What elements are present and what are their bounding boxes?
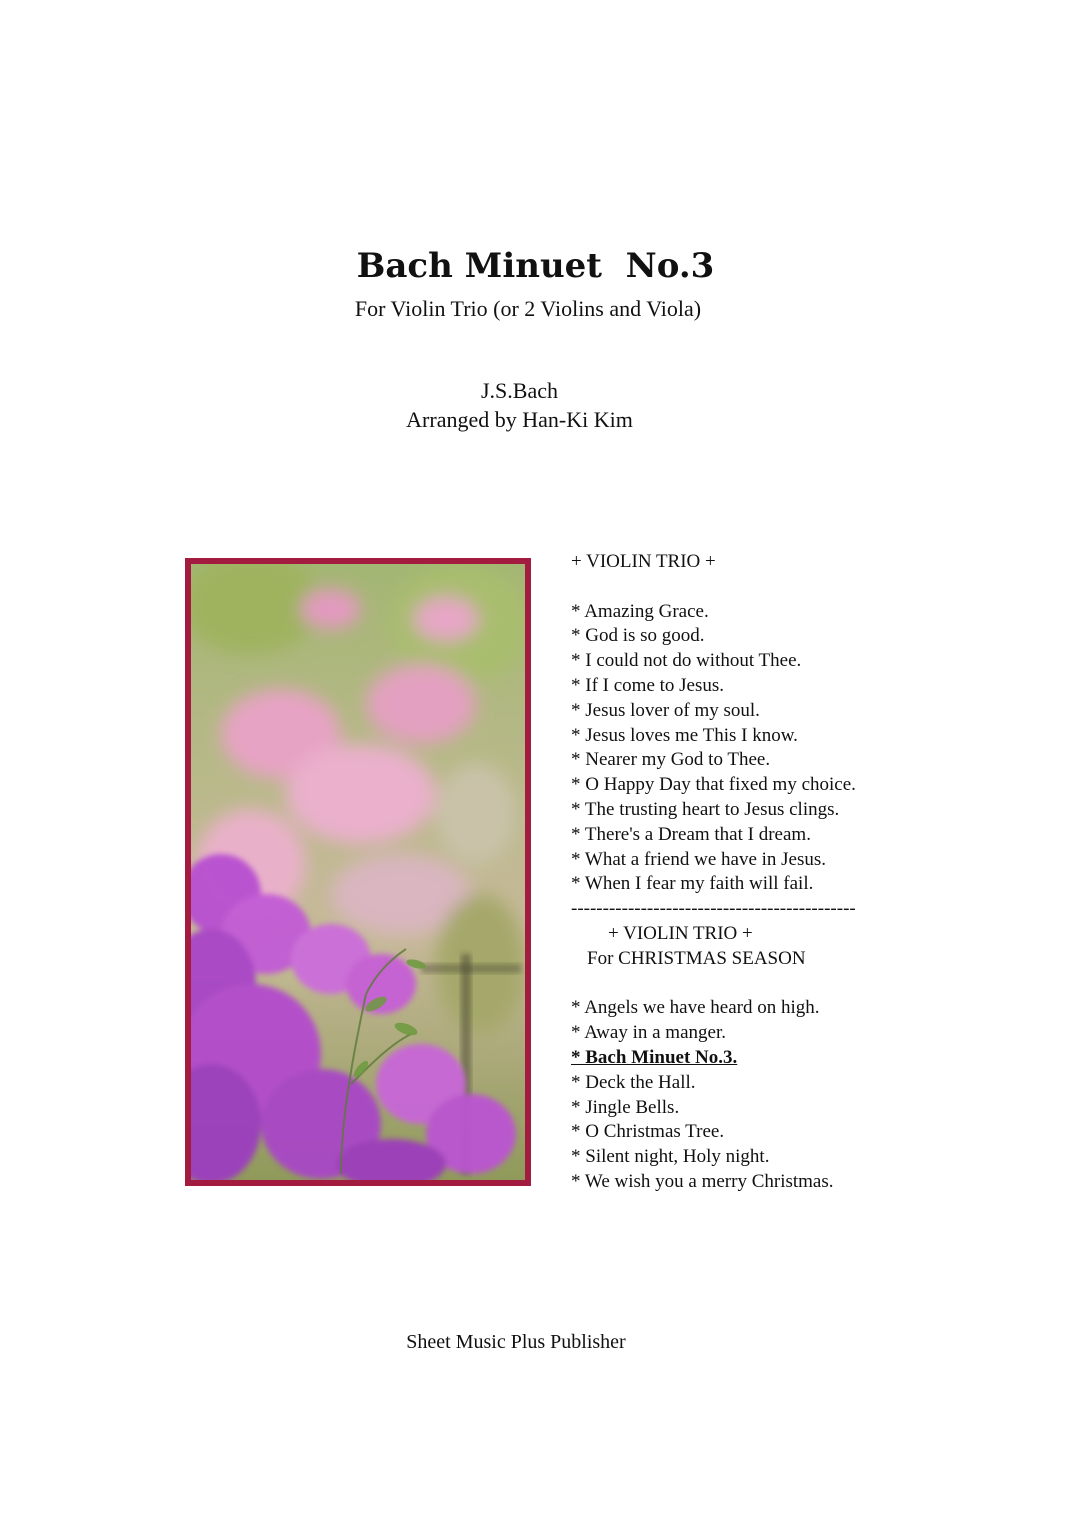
section-subheading: For CHRISTMAS SEASON	[587, 947, 806, 969]
arranger-credit: Arranged by Han-Ki Kim	[406, 407, 633, 432]
list-item: * I could not do without Thee.	[571, 650, 802, 672]
current-title-item: * Bach Minuet No.3.	[571, 1046, 738, 1068]
list-item: * If I come to Jesus.	[571, 674, 725, 696]
cover-photo-frame	[185, 558, 531, 1186]
list-item: * God is so good.	[571, 625, 705, 647]
list-item: * O Happy Day that fixed my choice.	[571, 774, 856, 796]
list-item: * Silent night, Holy night.	[571, 1146, 770, 1168]
composer-name: J.S.Bach	[481, 378, 558, 403]
spacer	[571, 972, 856, 997]
section-heading: + VIOLIN TRIO +	[608, 922, 753, 944]
list-item: * The trusting heart to Jesus clings.	[571, 798, 840, 820]
score-subtitle: For Violin Trio (or 2 Violins and Viola)	[354, 296, 702, 321]
catalog-list	[571, 550, 856, 1195]
list-item: * When I fear my faith will fail.	[571, 873, 814, 895]
azalea-flowers-photo	[191, 564, 525, 1180]
list-item: * Amazing Grace.	[571, 600, 709, 622]
divider: ---------------------------------------------	[571, 898, 856, 920]
list-item: * Jesus loves me This I know.	[571, 724, 798, 746]
list-item: * Jingle Bells.	[571, 1096, 680, 1118]
spacer	[571, 575, 856, 600]
section-heading: + VIOLIN TRIO +	[571, 551, 716, 572]
list-item: * There's a Dream that I dream.	[571, 823, 811, 845]
list-item: * Jesus lover of my soul.	[571, 699, 760, 721]
score-title: Bach Minuet No.3	[356, 246, 715, 286]
list-item: * Away in a manger.	[571, 1022, 726, 1044]
publisher-name: Sheet Music Plus Publisher	[406, 1331, 626, 1353]
list-item: * Angels we have heard on high.	[571, 997, 820, 1019]
list-item: * What a friend we have in Jesus.	[571, 848, 827, 870]
list-item: * O Christmas Tree.	[571, 1121, 725, 1143]
list-item: * Deck the Hall.	[571, 1071, 696, 1093]
list-item: * Nearer my God to Thee.	[571, 749, 771, 771]
list-item: * We wish you a merry Christmas.	[571, 1170, 834, 1192]
